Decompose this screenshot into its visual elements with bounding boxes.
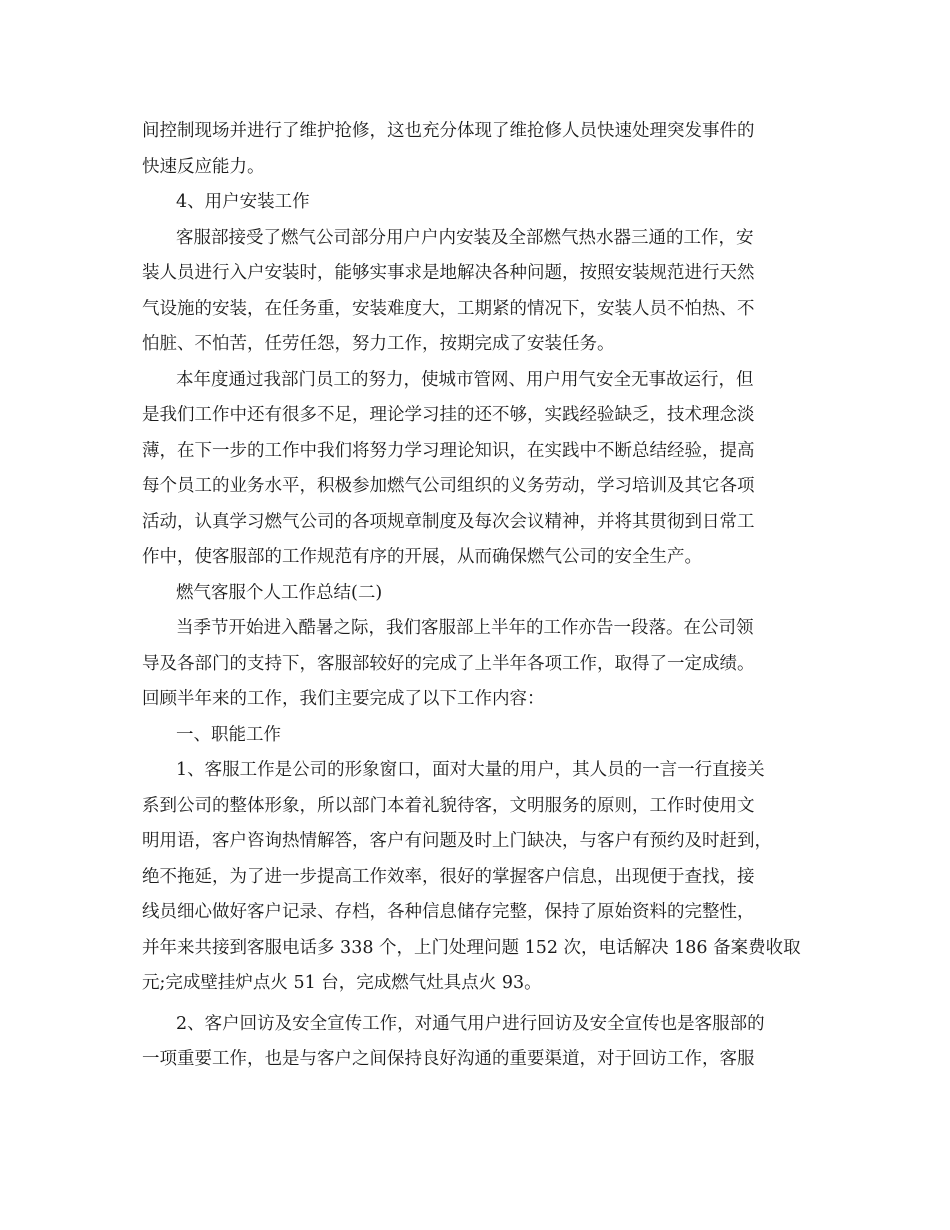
text-line: 系到公司的整体形象，所以部门本着礼貌待客，文明服务的原则，工作时使用文 bbox=[142, 795, 755, 816]
text-line: 装人员进行入户安装时，能够实事求是地解决各种问题，按照安装规范进行天然 bbox=[142, 263, 755, 283]
text-line: 间控制现场并进行了维护抢修，这也充分体现了维抢修人员快速处理突发事件的 bbox=[142, 121, 755, 141]
text-line: 2、客户回访及安全宣传工作，对通气用户进行回访及安全宣传也是客服部的 bbox=[176, 1013, 765, 1034]
text-line: 活动，认真学习燃气公司的各项规章制度及每次会议精神，并将其贯彻到日常工 bbox=[142, 511, 755, 532]
text-line: 是我们工作中还有很多不足，理论学习挂的还不够，实践经验缺乏，技术理念淡 bbox=[142, 405, 755, 425]
text-line: 线员细心做好客户记录、存档，各种信息储存完整，保持了原始资料的完整性， bbox=[142, 902, 755, 922]
text-line: 本年度通过我部门员工的努力，使城市管网、用户用气安全无事故运行，但 bbox=[176, 369, 754, 390]
text-line: 导及各部门的支持下，客服部较好的完成了上半年各项工作，取得了一定成绩。 bbox=[142, 653, 755, 674]
text-line: 作中，使客服部的工作规范有序的开展，从而确保燃气公司的安全生产。 bbox=[142, 547, 702, 567]
text-line: 快速反应能力。 bbox=[142, 156, 265, 177]
text-line: 并年来共接到客服电话多 338 个，上门处理问题 152 次，电话解决 186 备案费收取 bbox=[142, 937, 801, 958]
text-line: 1、客服工作是公司的形象窗口，面对大量的用户，其人员的一言一行直接关 bbox=[176, 760, 765, 780]
text-line: 元;完成壁挂炉点火 51 台，完成燃气灶具点火 93。 bbox=[142, 973, 542, 993]
text-line: 每个员工的业务水平，积极参加燃气公司组织的义务劳动，学习培训及其它各项 bbox=[142, 476, 755, 496]
section-title: 燃气客服个人工作总结(二) bbox=[176, 582, 383, 603]
text-line: 回顾半年来的工作，我们主要完成了以下工作内容： bbox=[142, 689, 545, 709]
section-heading: 4、用户安装工作 bbox=[176, 192, 310, 212]
text-line: 客服部接受了燃气公司部分用户户内安装及全部燃气热水器三通的工作，安 bbox=[176, 227, 754, 248]
text-line: 绝不拖延，为了进一步提高工作效率，很好的掌握客户信息，出现便于查找，接 bbox=[142, 866, 755, 887]
text-line: 明用语，客户咨询热情解答，客户有问题及时上门缺决，与客户有预约及时赶到， bbox=[142, 831, 772, 851]
text-line: 薄，在下一步的工作中我们将努力学习理论知识，在实践中不断总结经验，提高 bbox=[142, 440, 755, 461]
section-heading: 一、职能工作 bbox=[176, 724, 281, 745]
text-line: 一项重要工作，也是与客户之间保持良好沟通的重要渠道，对于回访工作，客服 bbox=[142, 1049, 755, 1069]
text-line: 当季节开始进入酷暑之际，我们客服部上半年的工作亦告一段落。在公司领 bbox=[176, 618, 754, 638]
document-body bbox=[142, 114, 810, 1078]
text-line: 怕脏、不怕苦，任劳任怨，努力工作，按期完成了安装任务。 bbox=[142, 334, 615, 354]
text-line: 气设施的安装，在任务重，安装难度大，工期紧的情况下，安装人员不怕热、不 bbox=[142, 298, 755, 319]
